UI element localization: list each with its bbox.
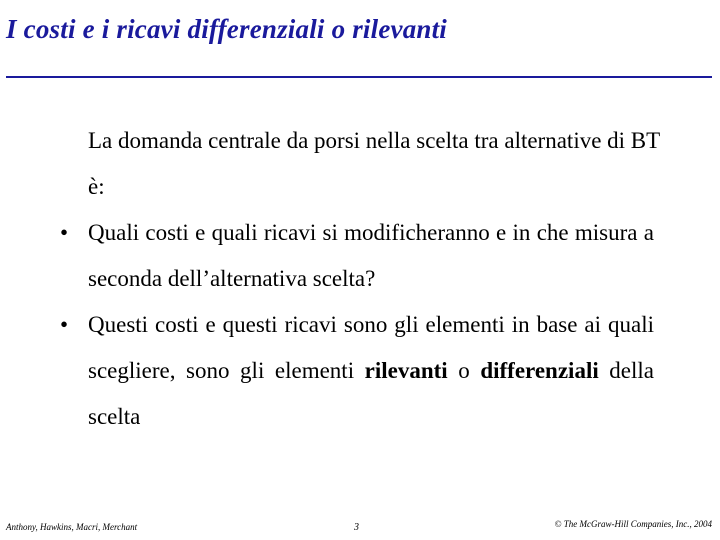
title-divider [6, 76, 712, 78]
footer-copyright: © The McGraw-Hill Companies, Inc., 2004 [554, 519, 712, 529]
intro-paragraph: La domanda centrale da porsi nella scelta tra alternative di BT è: [88, 128, 660, 199]
bullet-item-1 [60, 210, 654, 302]
bullet-text: Quali costi e quali ricavi si modificheranno e in che misura a seconda dell’alternativa scelta? [88, 220, 654, 291]
bullet-text [88, 302, 654, 440]
bullet-text-part: della scelta [88, 358, 654, 429]
footer-authors: Anthony, Hawkins, Macri, Merchant [6, 522, 138, 532]
page-number: 3 [354, 522, 359, 533]
bullet-marker: • [60, 312, 69, 337]
bullet-marker: • [60, 220, 69, 245]
bold-term-rilevanti: rilevanti [364, 358, 448, 383]
bullet-item-2 [60, 302, 654, 440]
bullet-text-part: Questi costi e questi ricavi sono gli elementi in base ai quali scegliere, sono gli elementi [88, 312, 654, 383]
slide-title: I costi e i ricavi differenziali o rilevanti [6, 14, 448, 44]
bullet-text-part: o [447, 358, 481, 383]
bold-term-differenziali: differenziali [480, 358, 599, 383]
